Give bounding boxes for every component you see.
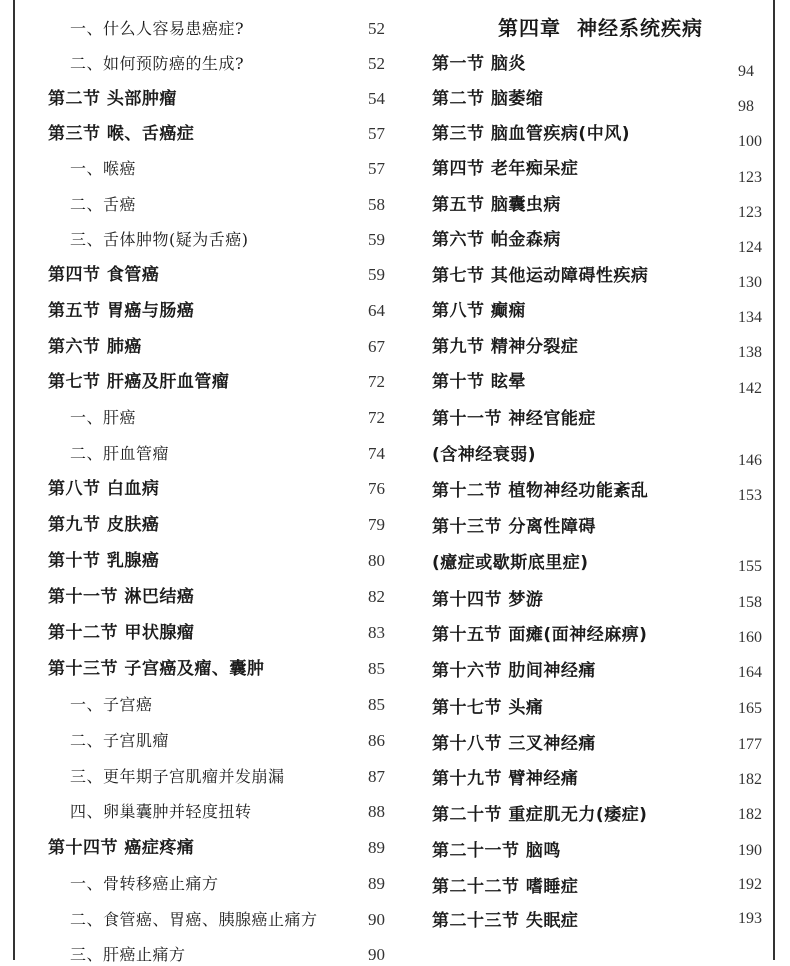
toc-entry-title: 三、舌体肿物(疑为舌癌) bbox=[70, 230, 249, 249]
toc-page-number: 190 bbox=[738, 842, 762, 859]
toc-page-number: 86 bbox=[368, 731, 385, 750]
toc-entry-title: 一、子宫癌 bbox=[70, 695, 153, 714]
toc-entry-title: 第二十节 重症肌无力(痿症) bbox=[432, 805, 648, 825]
toc-page-number: 89 bbox=[368, 874, 385, 893]
toc-entry-title: 第十八节 三叉神经痛 bbox=[432, 734, 596, 754]
toc-entry-title: 第二节 头部肿瘤 bbox=[48, 89, 177, 109]
toc-entry-title: 第八节 癫痫 bbox=[432, 301, 526, 321]
toc-entry[interactable] bbox=[432, 733, 596, 755]
toc-page-number: 142 bbox=[738, 380, 762, 397]
toc-page-number: 85 bbox=[368, 695, 385, 714]
toc-entry-title: 第八节 白血病 bbox=[48, 479, 160, 499]
toc-page-number: 85 bbox=[368, 659, 385, 678]
toc-entry-title: 第二十三节 失眠症 bbox=[432, 911, 579, 931]
toc-page-number: 52 bbox=[368, 54, 385, 73]
toc-entry-title: 第十一节 神经官能症 bbox=[432, 409, 596, 429]
toc-entry[interactable] bbox=[432, 229, 561, 251]
toc-entry[interactable] bbox=[48, 658, 264, 680]
toc-entry-title: 第十节 乳腺癌 bbox=[48, 551, 160, 571]
toc-entry-title: 第四节 食管癌 bbox=[48, 265, 160, 285]
toc-entry[interactable] bbox=[48, 371, 229, 393]
toc-entry[interactable] bbox=[70, 694, 153, 716]
toc-entry-title: 二、如何预防癌的生成? bbox=[70, 54, 245, 73]
toc-entry[interactable] bbox=[432, 408, 596, 430]
toc-entry-title: 第二十二节 嗜睡症 bbox=[432, 877, 579, 897]
toc-page-number: 88 bbox=[368, 802, 385, 821]
toc-page-number: 72 bbox=[368, 408, 385, 427]
toc-entry[interactable] bbox=[70, 730, 169, 752]
toc-entry-title: 第五节 胃癌与肠癌 bbox=[48, 301, 195, 321]
toc-entry[interactable] bbox=[70, 766, 285, 788]
toc-entry[interactable] bbox=[432, 840, 561, 862]
toc-entry[interactable] bbox=[70, 158, 136, 180]
toc-page-number: 74 bbox=[368, 444, 385, 463]
toc-entry[interactable] bbox=[432, 910, 578, 932]
toc-page-number: 79 bbox=[368, 515, 385, 534]
toc-entry-title: 第十三节 分离性障碍 bbox=[432, 517, 596, 537]
toc-page-number: 153 bbox=[738, 487, 762, 504]
toc-entry[interactable] bbox=[432, 123, 630, 145]
toc-page-number: 87 bbox=[368, 767, 385, 786]
toc-entry-title: 第七节 肝癌及肝血管瘤 bbox=[48, 372, 230, 392]
toc-page-number: 72 bbox=[368, 372, 385, 391]
toc-page-number: 160 bbox=[738, 629, 762, 646]
toc-entry[interactable] bbox=[70, 944, 186, 966]
toc-entry[interactable] bbox=[70, 18, 244, 40]
toc-page-number: 64 bbox=[368, 301, 385, 320]
toc-entry-title: 第三节 脑血管疾病(中风) bbox=[432, 124, 630, 144]
toc-page-number: 193 bbox=[738, 910, 762, 927]
toc-entry[interactable] bbox=[432, 336, 578, 358]
toc-entry[interactable] bbox=[432, 660, 596, 682]
toc-entry-title: 第十九节 臂神经痛 bbox=[432, 769, 579, 789]
toc-page-number: 83 bbox=[368, 623, 385, 642]
toc-entry[interactable] bbox=[432, 624, 647, 646]
toc-entry[interactable] bbox=[70, 194, 136, 216]
toc-page-number: 89 bbox=[368, 838, 385, 857]
toc-entry[interactable] bbox=[432, 88, 543, 110]
toc-page-number: 164 bbox=[738, 664, 762, 681]
toc-page-number: 182 bbox=[738, 806, 762, 823]
toc-entry-title: 第十一节 淋巴结癌 bbox=[48, 587, 195, 607]
toc-page-number: 177 bbox=[738, 736, 762, 753]
toc-page-number: 98 bbox=[738, 98, 754, 115]
toc-entry[interactable] bbox=[70, 229, 249, 251]
toc-page-number: 155 bbox=[738, 558, 762, 575]
toc-page-number: 54 bbox=[368, 89, 385, 108]
toc-entry-title: 第六节 肺癌 bbox=[48, 337, 142, 357]
toc-page-number: 100 bbox=[738, 133, 762, 150]
toc-page-number: 57 bbox=[368, 124, 385, 143]
toc-entry-title: 一、喉癌 bbox=[70, 159, 137, 178]
toc-entry[interactable] bbox=[432, 194, 561, 216]
toc-entry[interactable] bbox=[432, 768, 578, 790]
toc-page-number: 58 bbox=[368, 195, 385, 214]
chapter-heading bbox=[498, 12, 703, 41]
toc-page-number: 76 bbox=[368, 479, 385, 498]
toc-entry[interactable] bbox=[48, 550, 159, 572]
toc-entry-title: 第九节 精神分裂症 bbox=[432, 337, 579, 357]
toc-entry[interactable] bbox=[48, 264, 159, 286]
toc-entry[interactable] bbox=[432, 265, 648, 287]
toc-entry-title: 第一节 脑炎 bbox=[432, 54, 526, 74]
toc-page-number: 94 bbox=[738, 63, 754, 80]
toc-entry-title: (癔症或歇斯底里症) bbox=[432, 553, 589, 573]
toc-entry-title: 第十七节 头痛 bbox=[432, 698, 544, 718]
toc-entry[interactable] bbox=[432, 158, 578, 180]
toc-entry-title: 一、肝癌 bbox=[70, 408, 137, 427]
toc-entry[interactable] bbox=[70, 801, 252, 823]
toc-entry-title: 二、肝血管瘤 bbox=[70, 444, 170, 463]
toc-page-number: 52 bbox=[368, 19, 385, 38]
toc-entry[interactable] bbox=[48, 123, 194, 145]
chapter-number: 第四章 bbox=[498, 16, 561, 40]
toc-entry[interactable] bbox=[70, 873, 219, 895]
toc-entry-title: 二、子宫肌瘤 bbox=[70, 731, 170, 750]
toc-entry-title: 三、更年期子宫肌瘤并发崩漏 bbox=[70, 767, 285, 786]
toc-entry-title: 三、肝癌止痛方 bbox=[70, 945, 186, 964]
toc-entry-title: 第七节 其他运动障碍性疾病 bbox=[432, 266, 649, 286]
toc-entry-title: 第二节 脑萎缩 bbox=[432, 89, 544, 109]
toc-page-number: 57 bbox=[368, 159, 385, 178]
toc-entry-title: 一、骨转移癌止痛方 bbox=[70, 874, 219, 893]
toc-entry[interactable] bbox=[48, 514, 159, 536]
toc-page-number: 123 bbox=[738, 204, 762, 221]
page-border-right bbox=[773, 0, 775, 960]
toc-entry[interactable] bbox=[48, 622, 194, 644]
toc-entry[interactable] bbox=[48, 586, 194, 608]
toc-entry-title: 二、食管癌、胃癌、胰腺癌止痛方 bbox=[70, 910, 318, 929]
toc-page-number: 59 bbox=[368, 230, 385, 249]
toc-entry[interactable] bbox=[432, 552, 589, 574]
toc-entry-title: 第五节 脑囊虫病 bbox=[432, 195, 561, 215]
toc-entry[interactable] bbox=[48, 300, 194, 322]
toc-entry-title: 一、什么人容易患癌症? bbox=[70, 19, 245, 38]
toc-entry-title: 第六节 帕金森病 bbox=[432, 230, 561, 250]
toc-page-number: 90 bbox=[368, 910, 385, 929]
toc-page-number: 82 bbox=[368, 587, 385, 606]
toc-entry[interactable] bbox=[432, 371, 526, 393]
toc-page-number: 90 bbox=[368, 945, 385, 964]
toc-page-number: 182 bbox=[738, 771, 762, 788]
page-border-left bbox=[13, 0, 15, 960]
toc-page-number: 146 bbox=[738, 452, 762, 469]
toc-entry-title: (含神经衰弱) bbox=[432, 445, 537, 465]
toc-entry-title: 第十四节 癌症疼痛 bbox=[48, 838, 195, 858]
toc-entry[interactable] bbox=[432, 516, 596, 538]
toc-entry[interactable] bbox=[432, 300, 526, 322]
toc-entry-title: 第十四节 梦游 bbox=[432, 590, 544, 610]
toc-entry[interactable] bbox=[432, 876, 578, 898]
toc-entry-title: 第四节 老年痴呆症 bbox=[432, 159, 579, 179]
toc-entry[interactable] bbox=[70, 407, 136, 429]
toc-entry-title: 第十六节 肋间神经痛 bbox=[432, 661, 596, 681]
toc-page-number: 67 bbox=[368, 337, 385, 356]
toc-entry-title: 二、舌癌 bbox=[70, 195, 137, 214]
toc-entry[interactable] bbox=[48, 336, 142, 358]
toc-entry[interactable] bbox=[432, 53, 526, 75]
toc-entry-title: 四、卵巢囊肿并轻度扭转 bbox=[70, 802, 252, 821]
toc-page-number: 124 bbox=[738, 239, 762, 256]
toc-entry-title: 第十五节 面瘫(面神经麻痹) bbox=[432, 625, 648, 645]
toc-entry[interactable] bbox=[48, 478, 159, 500]
toc-entry-title: 第九节 皮肤癌 bbox=[48, 515, 160, 535]
toc-page-number: 165 bbox=[738, 700, 762, 717]
toc-page-number: 134 bbox=[738, 309, 762, 326]
toc-entry-title: 第十节 眩晕 bbox=[432, 372, 526, 392]
toc-entry[interactable] bbox=[48, 837, 194, 859]
toc-entry-title: 第十二节 甲状腺瘤 bbox=[48, 623, 195, 643]
toc-entry-title: 第十二节 植物神经功能紊乱 bbox=[432, 481, 649, 501]
toc-entry[interactable] bbox=[70, 909, 318, 931]
toc-page-number: 80 bbox=[368, 551, 385, 570]
toc-entry-title: 第三节 喉、舌癌症 bbox=[48, 124, 195, 144]
toc-entry[interactable] bbox=[432, 697, 543, 719]
toc-page-number: 130 bbox=[738, 274, 762, 291]
toc-entry-title: 第十三节 子宫癌及瘤、囊肿 bbox=[48, 659, 265, 679]
toc-entry[interactable] bbox=[432, 480, 648, 502]
toc-page-number: 123 bbox=[738, 169, 762, 186]
toc-entry-title: 第二十一节 脑鸣 bbox=[432, 841, 561, 861]
toc-entry[interactable] bbox=[70, 443, 169, 465]
toc-entry[interactable] bbox=[432, 444, 536, 466]
chapter-title: 神经系统疾病 bbox=[577, 16, 703, 40]
toc-page-number: 59 bbox=[368, 265, 385, 284]
toc-entry[interactable] bbox=[432, 589, 543, 611]
toc-page-number: 158 bbox=[738, 594, 762, 611]
toc-entry[interactable] bbox=[70, 53, 244, 75]
toc-entry[interactable] bbox=[48, 88, 177, 110]
toc-page-number: 138 bbox=[738, 344, 762, 361]
toc-page-number: 192 bbox=[738, 876, 762, 893]
toc-entry[interactable] bbox=[432, 804, 647, 826]
